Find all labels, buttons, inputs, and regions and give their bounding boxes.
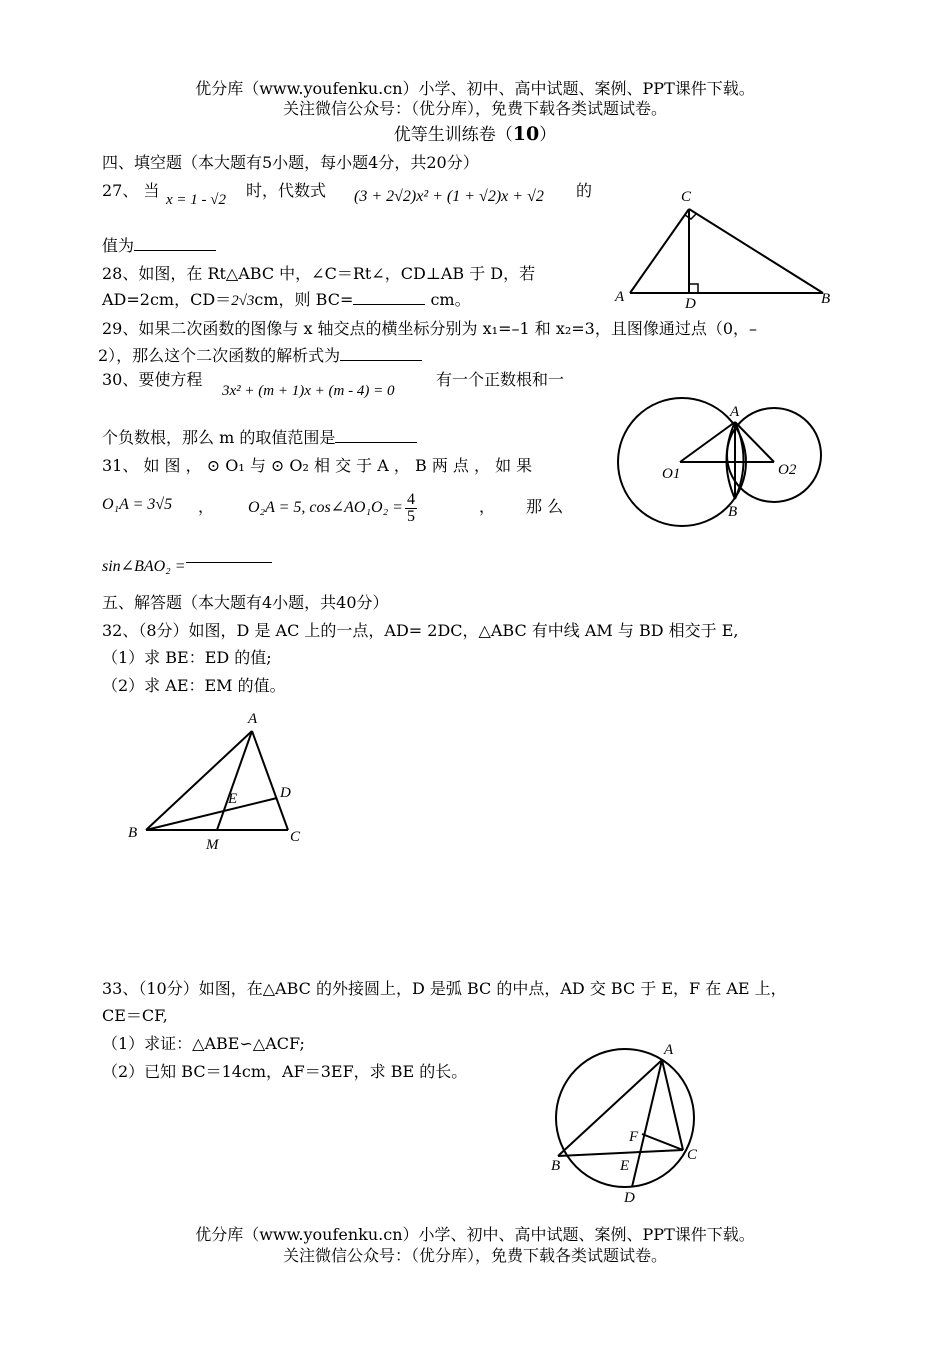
- fig31-label-o1: O1: [662, 466, 681, 482]
- q31-comma-1: ，: [198, 497, 215, 516]
- q27-condition: x = 1 - √2: [166, 192, 227, 208]
- q28-cd-value: 2√3: [231, 293, 255, 309]
- q31-ask-text: sin∠BAO₂ =: [102, 558, 186, 575]
- q28-answer-blank[interactable]: [353, 290, 425, 305]
- paper-title-end: ）: [539, 125, 557, 145]
- q29-line-2: [98, 343, 422, 366]
- fig32-label-c: C: [290, 829, 301, 845]
- footer-line-1: 优分库（www.youfenku.cn）小学、初中、高中试题、案例、PPT课件下载。: [195, 1225, 755, 1244]
- fig28-right-angle-d: [689, 284, 698, 293]
- q32-line-1: 32、（8分）如图，D 是 AC 上的一点，AD= 2DC，△ABC 有中线 AM 与 BD 相交于 E,: [102, 621, 739, 640]
- fig32-line-am: [217, 731, 252, 830]
- paper-title-number: 10: [512, 123, 540, 145]
- fig31-label-o2: O2: [778, 462, 797, 478]
- fig32-label-e: E: [228, 791, 238, 807]
- header-line-1: 优分库（www.youfenku.cn）小学、初中、高中试题、案例、PPT课件下载。: [195, 79, 755, 98]
- fig33-line-ab: [558, 1060, 662, 1156]
- fig32-label-d: D: [280, 785, 291, 801]
- q31-ask: [102, 548, 272, 576]
- q27-prefix: 27、 当: [102, 181, 160, 200]
- q27-expression: (3 + 2√2)x² + (1 + √2)x + √2: [354, 188, 544, 205]
- q30-equation: 3x² + (m + 1)x + (m - 4) = 0: [222, 383, 395, 399]
- q30-line-2: [102, 425, 417, 448]
- q31-fraction: [405, 492, 417, 525]
- fig28-right-angle-c: [685, 213, 697, 219]
- fig28-label-d: D: [685, 296, 696, 310]
- q30-answer-blank[interactable]: [335, 428, 417, 443]
- figure-q33: [540, 1030, 720, 1210]
- fig28-label-b: B: [821, 291, 831, 307]
- q33-line-3: （1）求证：△ABE∽△ACF;: [102, 1034, 305, 1053]
- section-5-heading: 五、解答题（本大题有4小题，共40分）: [102, 593, 389, 612]
- fig33-label-b: B: [551, 1158, 561, 1174]
- q31-line-1: 31、 如 图 ， ⊙ O₁ 与 ⊙ O₂ 相 交 于 A ， B 两 点 ， 如 果: [102, 456, 533, 475]
- fig33-line-ac: [662, 1060, 683, 1150]
- header-line-2: 关注微信公众号：（优分库），免费下载各类试题试卷。: [282, 99, 667, 118]
- fig33-line-ad: [632, 1060, 662, 1187]
- fig32-label-b: B: [128, 825, 138, 841]
- fig33-line-bc: [558, 1150, 683, 1156]
- q31-fraction-num: 4: [406, 491, 415, 508]
- q27-answer-line: [102, 233, 216, 256]
- figure-q32: [120, 705, 320, 855]
- q33-line-4: （2）已知 BC＝14cm，AF＝3EF，求 BE 的长。: [102, 1062, 468, 1081]
- q32-line-3: （2）求 AE：EM 的值。: [102, 676, 286, 695]
- fig32-line-ac: [252, 731, 288, 830]
- fig31-label-b: B: [728, 504, 738, 520]
- fig28-label-c: C: [681, 189, 692, 205]
- q32-line-2: （1）求 BE：ED 的值;: [102, 648, 272, 667]
- fig33-line-cf: [642, 1134, 683, 1150]
- fig31-label-a: A: [730, 404, 740, 420]
- q30-text: 个负数根，那么 m 的取值范围是: [102, 428, 336, 447]
- fig33-label-c: C: [687, 1147, 698, 1163]
- figure-q28: [605, 185, 845, 310]
- fig32-line-ba: [146, 731, 252, 830]
- fig33-label-a: A: [664, 1042, 674, 1058]
- fig28-label-a: A: [615, 289, 625, 305]
- q31-condition-1: O₁A = 3√5: [102, 496, 173, 513]
- fig31-arc-right: [735, 422, 744, 499]
- q31-cos-text: O₂A = 5, cos∠AO₁O₂ =: [248, 499, 403, 517]
- q31-condition-2: [248, 492, 419, 525]
- paper-title: [0, 120, 950, 145]
- fig33-label-e: E: [620, 1158, 630, 1174]
- q27-answer-blank[interactable]: [134, 236, 216, 251]
- q27-mid: 时，代数式: [246, 181, 327, 200]
- fig33-label-d: D: [624, 1190, 635, 1206]
- q30-suffix: 有一个正数根和一: [436, 370, 565, 389]
- fig32-line-bd: [146, 798, 277, 830]
- section-4-heading: 四、填空题（本大题有5小题，每小题4分，共20分）: [102, 153, 479, 172]
- q30-prefix: 30、要使方程: [102, 370, 203, 389]
- q28-line-1: 28、如图，在 Rt△ABC 中，∠C＝Rt∠，CD⊥AB 于 D，若: [102, 264, 536, 283]
- fig28-line-bc: [689, 209, 823, 293]
- figure-q31: [610, 392, 840, 532]
- paper-title-text: 优等生训练卷（: [393, 125, 513, 145]
- fig31-circle-o2: [727, 408, 821, 502]
- q31-comma-2: ，: [479, 497, 496, 516]
- q29-line-1: 29、如果二次函数的图像与 x 轴交点的横坐标分别为 x₁=–1 和 x₂=3，且图像通过点（0，–: [102, 319, 758, 338]
- footer-line-2: 关注微信公众号：（优分库），免费下载各类试题试卷。: [282, 1246, 667, 1265]
- q33-line-2: CE＝CF,: [102, 1006, 168, 1025]
- q31-then: 那 么: [526, 497, 564, 516]
- q33-line-1: 33、（10分）如图，在△ABC 的外接圆上，D 是弧 BC 的中点，AD 交 BC 于 E，F 在 AE 上，: [102, 979, 787, 998]
- q29-text: 2），那么这个二次函数的解析式为: [98, 346, 341, 365]
- q31-answer-blank[interactable]: [186, 548, 272, 563]
- q28-text-c: cm。: [425, 290, 471, 309]
- q27-suffix: 的: [576, 181, 593, 200]
- q28-line-2: [102, 287, 471, 310]
- fig32-label-m: M: [206, 837, 219, 853]
- fig32-label-a: A: [248, 711, 258, 727]
- q31-fraction-den: 5: [406, 508, 415, 525]
- q28-text-a: AD=2cm，CD＝: [102, 290, 232, 309]
- q27-line2: 值为: [102, 236, 135, 255]
- fig33-label-f: F: [629, 1129, 639, 1145]
- q29-answer-blank[interactable]: [340, 346, 422, 361]
- fig28-line-ac: [630, 209, 689, 293]
- q28-text-b: cm，则 BC=: [254, 290, 354, 309]
